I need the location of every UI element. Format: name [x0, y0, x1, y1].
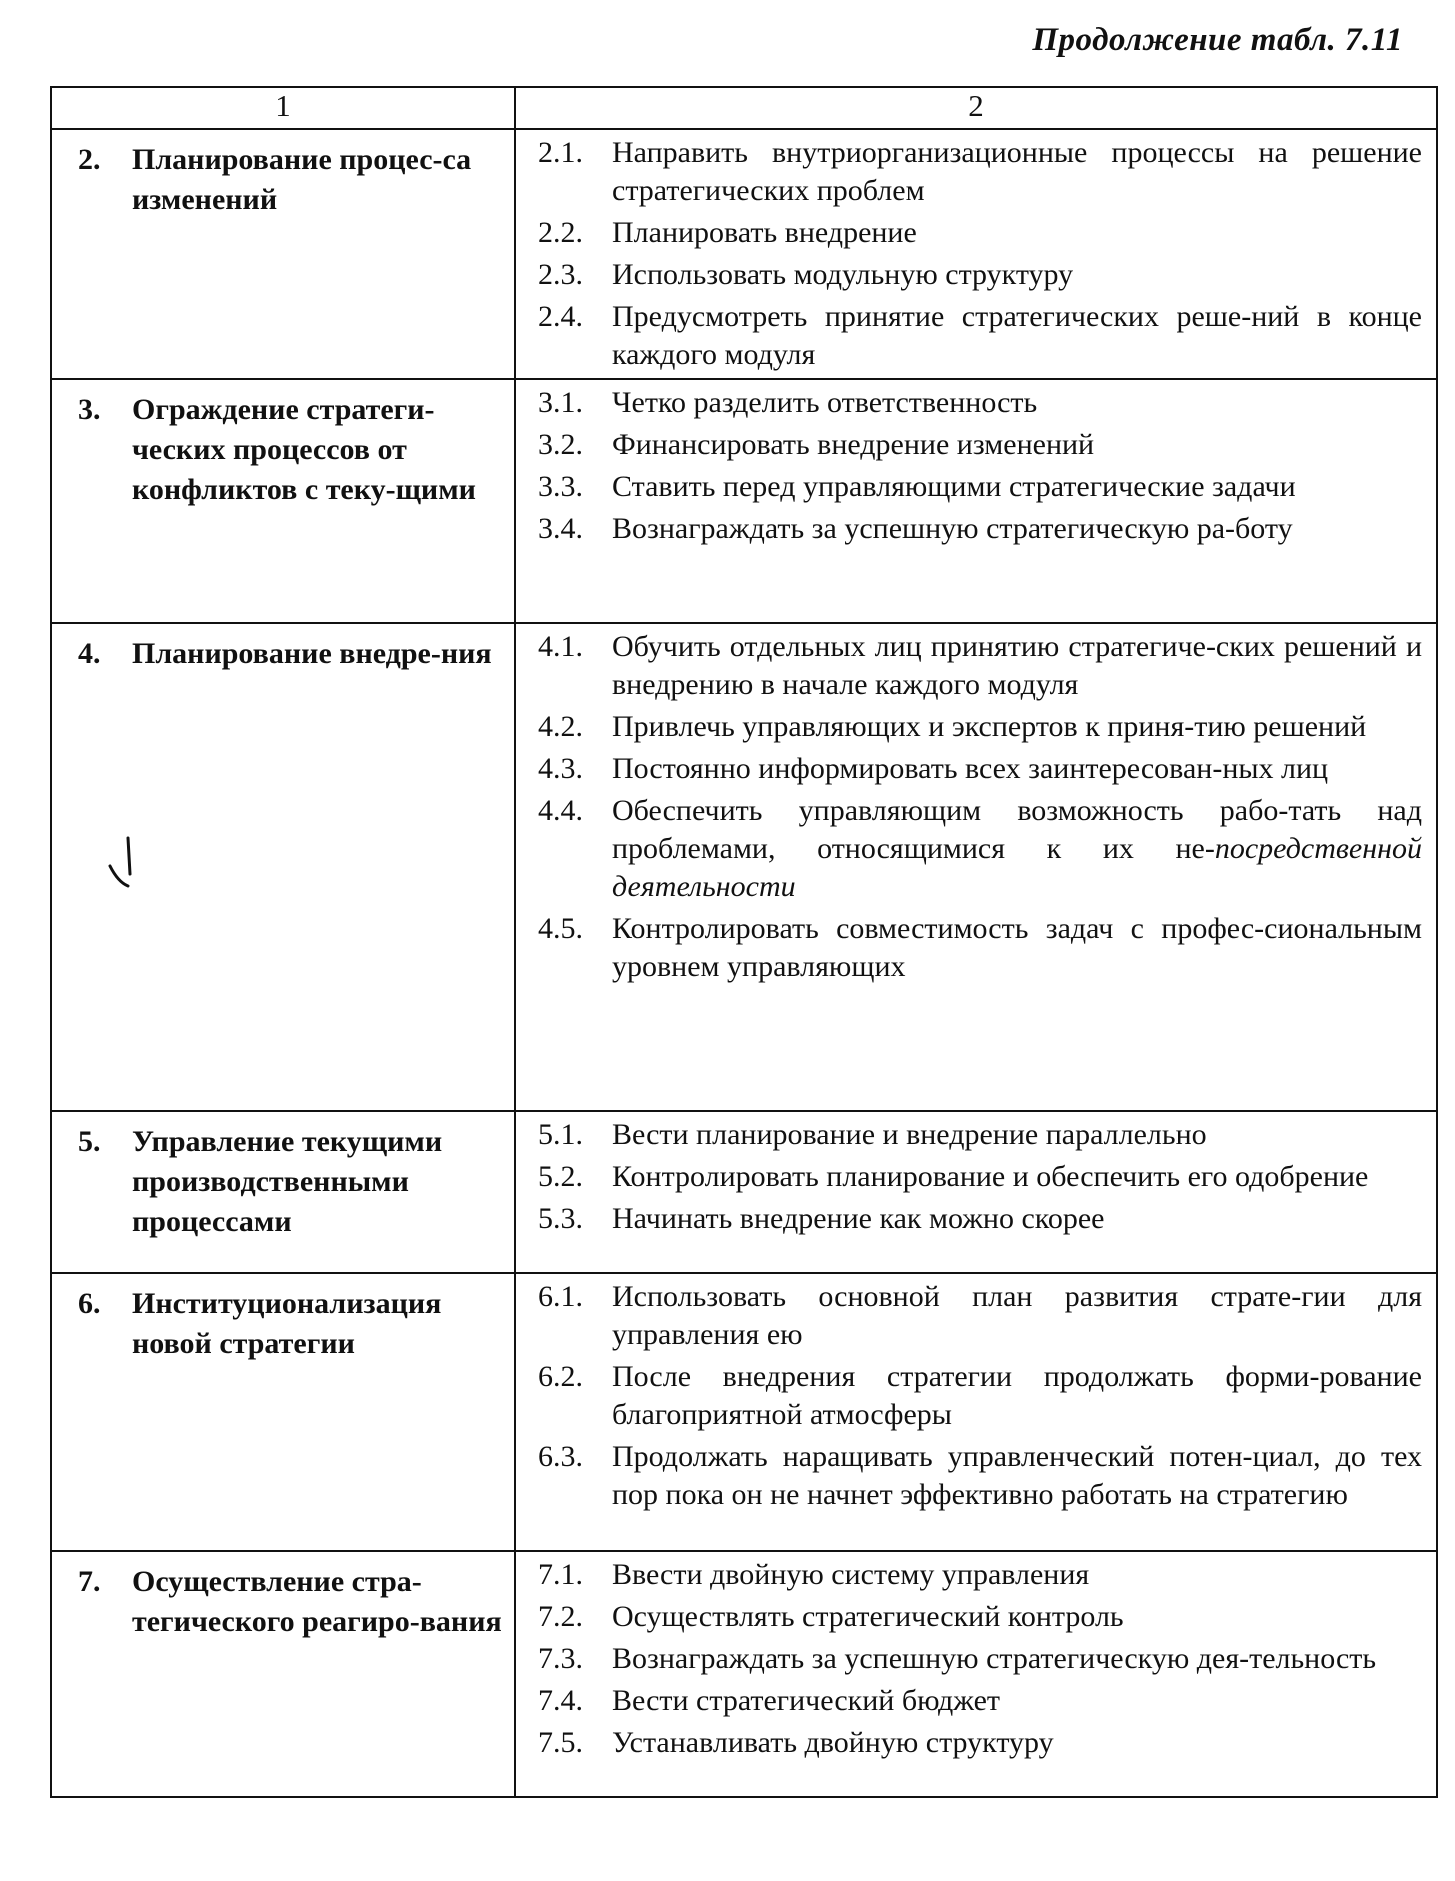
action-text: Устанавливать двойную структуру [612, 1726, 1054, 1759]
action-item [538, 1724, 1422, 1762]
stage-number: 7. [78, 1565, 101, 1598]
actions-cell [515, 1273, 1437, 1551]
column-header-1: 1 [51, 87, 515, 129]
action-text: Финансировать внедрение изменений [612, 428, 1095, 461]
action-item [538, 468, 1422, 506]
action-number: 3.4. [538, 512, 583, 545]
action-number: 6.2. [538, 1360, 583, 1393]
action-item [538, 256, 1422, 294]
stage-cell [51, 1111, 515, 1273]
action-text: Ставить перед управляющими стратегические задачи [612, 470, 1296, 503]
action-text: Привлечь управляющих и экспертов к приня-тию решений [612, 710, 1367, 743]
action-text: Использовать модульную структуру [612, 258, 1074, 291]
action-item [538, 214, 1422, 252]
action-number: 3.2. [538, 428, 583, 461]
action-item [538, 510, 1422, 548]
action-number: 5.3. [538, 1202, 583, 1235]
stage-name: Институционализация новой стратегии [132, 1287, 442, 1360]
action-text: Планировать внедрение [612, 216, 917, 249]
stage-name: Осуществление стра-тегического реагиро-вания [132, 1565, 502, 1638]
actions-cell [515, 623, 1437, 1111]
action-text: Вести планирование и внедрение параллельно [612, 1118, 1207, 1151]
stage-name: Планирование процес-са изменений [132, 143, 472, 216]
action-item [538, 1358, 1422, 1434]
action-number: 7.5. [538, 1726, 583, 1759]
action-item [538, 1682, 1422, 1720]
stage-cell [51, 129, 515, 379]
table-header-row [51, 87, 1437, 129]
action-item [538, 1200, 1422, 1238]
action-text: Обеспечить управляющим возможность рабо-тать над проблемами, относящимися к их не-посредственной деятельности [612, 794, 1422, 903]
actions-cell [515, 379, 1437, 623]
action-number: 7.3. [538, 1642, 583, 1675]
action-item [538, 1116, 1422, 1154]
action-number: 3.1. [538, 386, 583, 419]
action-text: Вести стратегический бюджет [612, 1684, 1000, 1717]
action-item [538, 708, 1422, 746]
action-text: Контролировать совместимость задач с профес-сиональным уровнем управляющих [612, 912, 1422, 983]
action-text: Ввести двойную систему управления [612, 1558, 1090, 1591]
action-text: Осуществлять стратегический контроль [612, 1600, 1124, 1633]
action-number: 2.1. [538, 136, 583, 169]
stage-number: 2. [78, 143, 101, 176]
action-number: 4.4. [538, 794, 583, 827]
actions-cell [515, 1551, 1437, 1797]
stage-cell [51, 1273, 515, 1551]
action-item [538, 426, 1422, 464]
action-item [538, 134, 1422, 210]
action-number: 7.4. [538, 1684, 583, 1717]
action-item [538, 1640, 1422, 1678]
action-text: Продолжать наращивать управленческий потен-циал, до тех пор пока он не начнет эффективно работать на стратегию [612, 1440, 1422, 1511]
action-text: Начинать внедрение как можно скорее [612, 1202, 1105, 1235]
table-row [51, 1273, 1437, 1551]
action-item [538, 1438, 1422, 1514]
table-body [51, 129, 1437, 1797]
table-row [51, 1111, 1437, 1273]
action-number: 3.3. [538, 470, 583, 503]
stage-name: Ограждение стратеги-ческих процессов от конфликтов с теку-щими [132, 393, 476, 506]
action-number: 5.2. [538, 1160, 583, 1193]
action-number: 5.1. [538, 1118, 583, 1151]
action-text: Предусмотреть принятие стратегических реше-ний в конце каждого модуля [612, 300, 1422, 371]
strategy-table [50, 86, 1438, 1798]
action-text: После внедрения стратегии продолжать форми-рование благоприятной атмосферы [612, 1360, 1422, 1431]
stage-number: 5. [78, 1125, 101, 1158]
action-number: 6.3. [538, 1440, 583, 1473]
handwritten-check-mark [104, 836, 144, 896]
action-item [538, 910, 1422, 986]
column-header-2: 2 [515, 87, 1437, 129]
action-text: Вознаграждать за успешную стратегическую дея-тельность [612, 1642, 1377, 1675]
action-number: 6.1. [538, 1280, 583, 1313]
table-row [51, 1551, 1437, 1797]
stage-number: 3. [78, 393, 101, 426]
action-item [538, 298, 1422, 374]
action-number: 4.2. [538, 710, 583, 743]
action-text: Четко разделить ответственность [612, 386, 1038, 419]
table-row [51, 379, 1437, 623]
action-number: 4.1. [538, 630, 583, 663]
action-number: 2.4. [538, 300, 583, 333]
action-item [538, 1158, 1422, 1196]
action-text: Постоянно информировать всех заинтересован-ных лиц [612, 752, 1329, 785]
action-number: 7.1. [538, 1558, 583, 1591]
table-continuation-caption: Продолжение табл. 7.11 [1032, 22, 1403, 58]
action-item [538, 1598, 1422, 1636]
actions-cell [515, 129, 1437, 379]
stage-name: Управление текущими производственными процессами [132, 1125, 443, 1238]
action-text: Направить внутриорганизационные процессы на решение стратегических проблем [612, 136, 1422, 207]
action-item [538, 628, 1422, 704]
stage-name: Планирование внедре-ния [132, 637, 492, 670]
stage-number: 6. [78, 1287, 101, 1320]
action-number: 2.3. [538, 258, 583, 291]
action-number: 4.5. [538, 912, 583, 945]
action-text: Контролировать планирование и обеспечить его одобрение [612, 1160, 1369, 1193]
stage-cell [51, 379, 515, 623]
action-text: Обучить отдельных лиц принятию стратегиче-ских решений и внедрению в начале каждого модуля [612, 630, 1422, 701]
action-number: 2.2. [538, 216, 583, 249]
action-item [538, 1556, 1422, 1594]
action-item [538, 750, 1422, 788]
action-item [538, 1278, 1422, 1354]
table-row [51, 623, 1437, 1111]
action-item [538, 384, 1422, 422]
action-text: Использовать основной план развития страте-гии для управления ею [612, 1280, 1422, 1351]
table-row [51, 129, 1437, 379]
stage-cell [51, 1551, 515, 1797]
action-item [538, 792, 1422, 906]
stage-number: 4. [78, 637, 101, 670]
action-text: Вознаграждать за успешную стратегическую ра-боту [612, 512, 1293, 545]
actions-cell [515, 1111, 1437, 1273]
action-number: 4.3. [538, 752, 583, 785]
action-number: 7.2. [538, 1600, 583, 1633]
